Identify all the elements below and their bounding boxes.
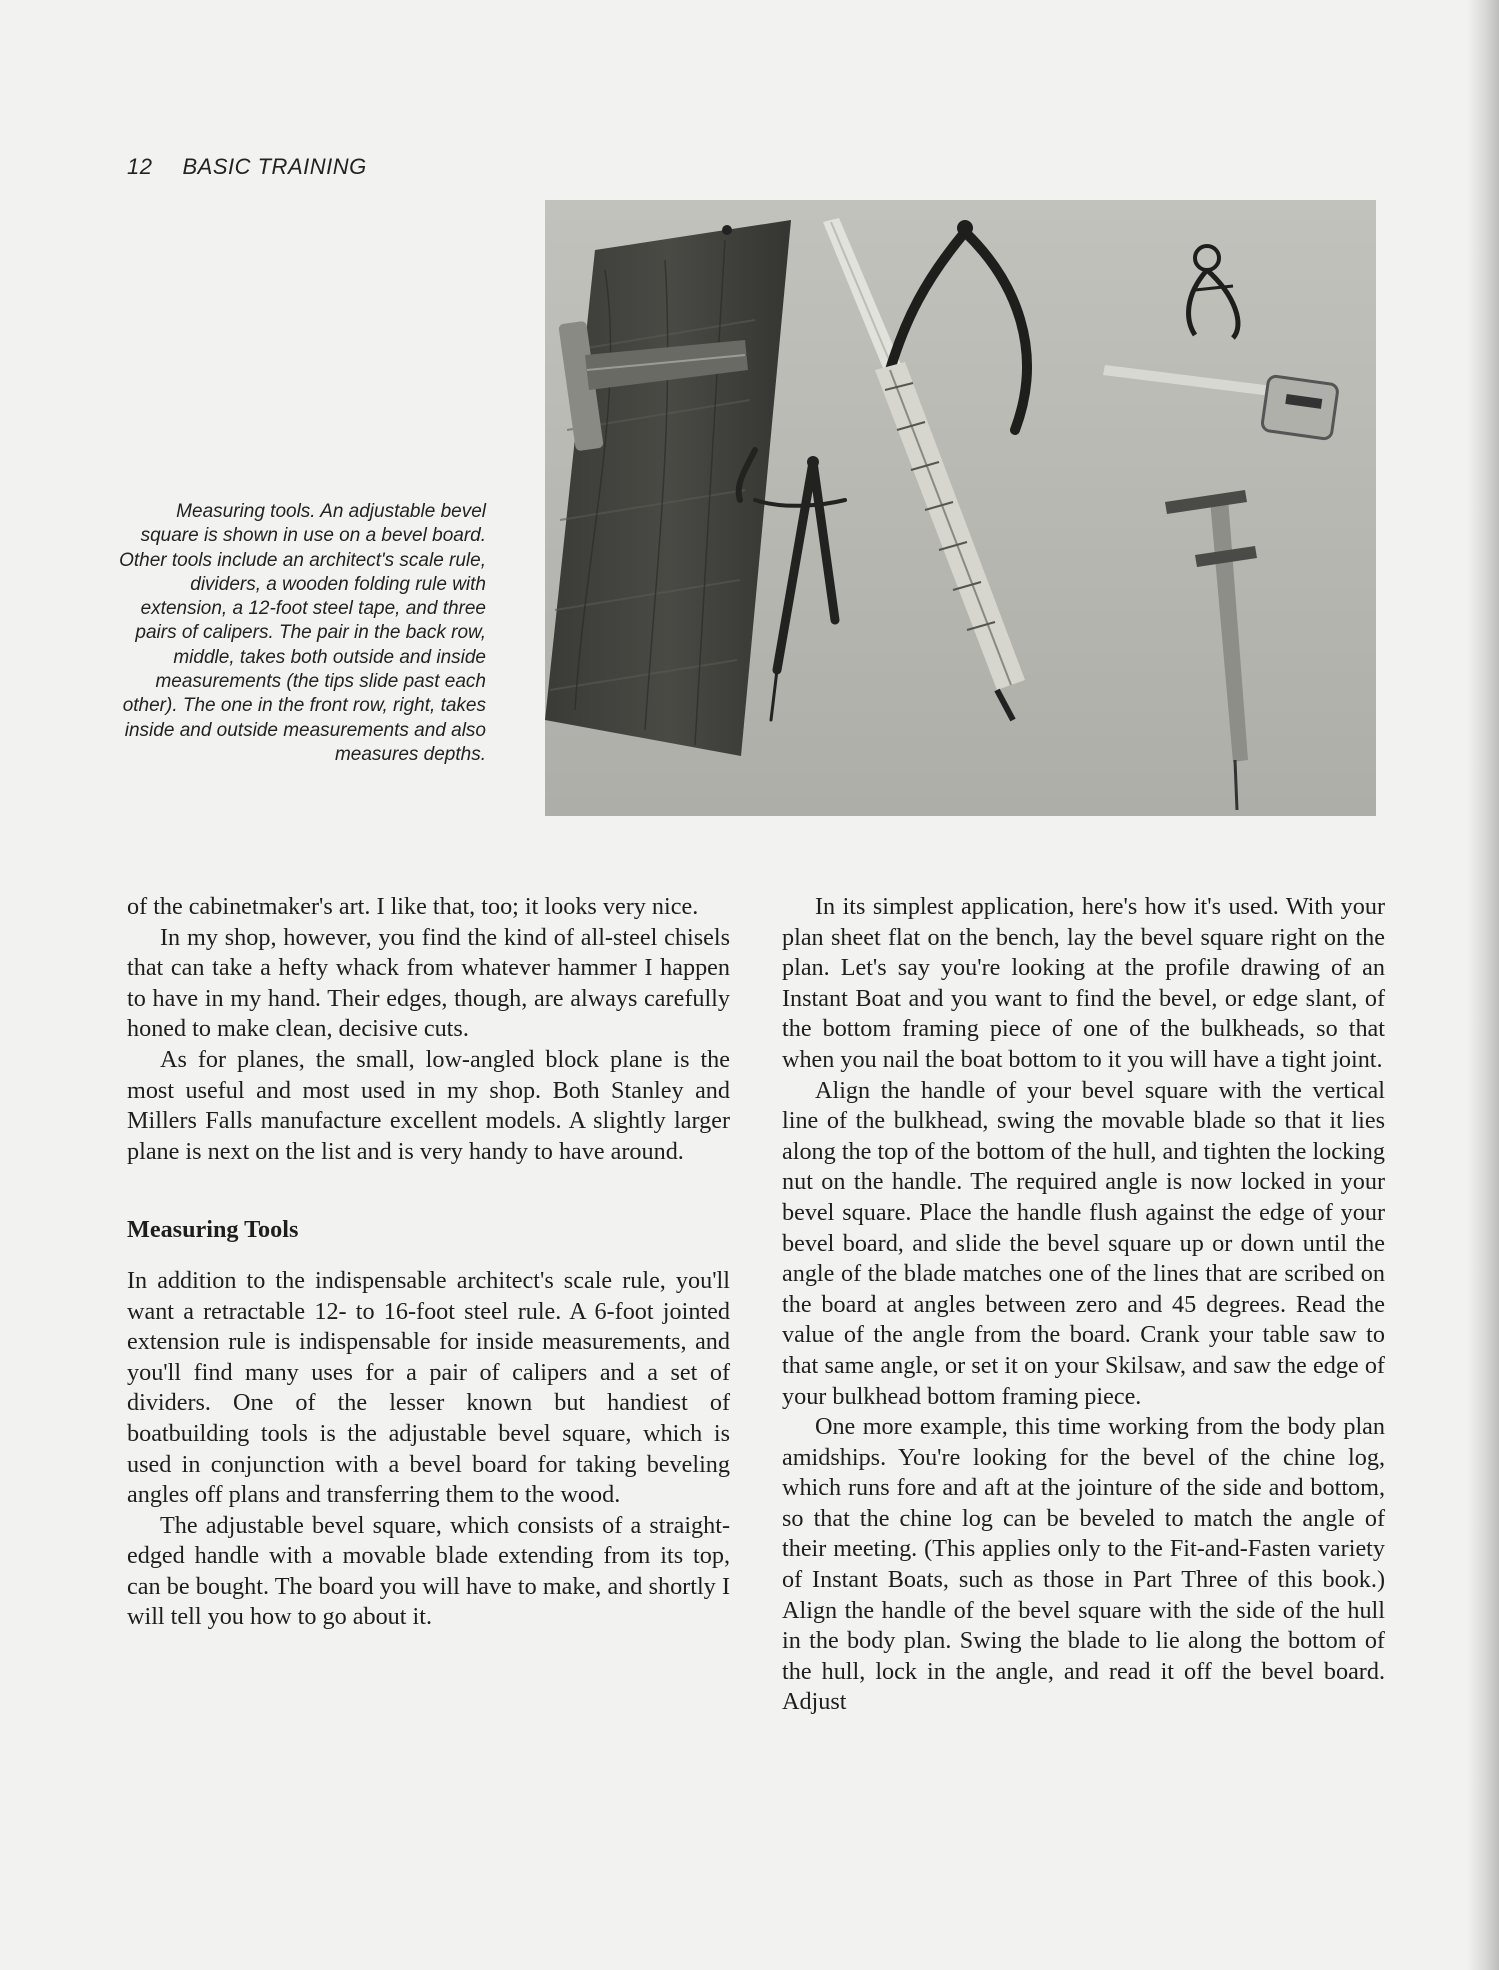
paragraph: The adjustable bevel square, which consists of a straight-edged handle with a movable blade extending from its top, can be bought. The board you will have to make, and shortly I will tell you how to go about it.	[127, 1511, 730, 1631]
running-head	[127, 154, 367, 180]
left-column	[127, 892, 730, 1633]
paragraph: In my shop, however, you find the kind of all-steel chisels that can take a hefty whack from whatever hammer I happen to have in my hand. Their edges, though, are always carefully honed to make clean, decisive cuts.	[127, 923, 730, 1043]
paragraph: In its simplest application, here's how it's used. With your plan sheet flat on the bench, lay the bevel square right on the plan. Let's say you're looking at the profile drawing of an Instant Boat and you want to find the bevel, or edge slant, of the bottom framing piece of one of the bulkheads, so that when you nail the boat bottom to it you will have a tight joint.	[782, 893, 1385, 1073]
paragraph: Align the handle of your bevel square with the vertical line of the bulkhead, swing the movable blade so that it lies along the top of the bottom of the hull, and tighten the locking nut on the handle. The required angle is now locked in your bevel square. Place the handle flush against the edge of your bevel board, and slide the bevel square up or down until the angle of the blade matches one of the lines that are scribed on the board at angles between zero and 45 degrees. Read the value of the angle from the board. Crank your table saw to that same angle, or set it on your Skilsaw, and saw the edge of your bulkhead bottom framing piece.	[782, 1076, 1385, 1410]
paragraph: One more example, this time working from the body plan amidships. You're looking for the bevel of the chine log, which runs fore and aft at the jointure of the side and bottom, so that the chine log can be beveled to match the angle of their meeting. (This applies only to the Fit-and-Fasten variety of Instant Boats, such as those in Part Three of this book.) Align the handle of the bevel square with the side of the hull in the body plan. Swing the blade to lie along the bottom of the hull, lock in the angle, and read it off the bevel board. Adjust	[782, 1413, 1385, 1716]
measuring-tools-photo	[545, 200, 1376, 816]
paragraph: As for planes, the small, low-angled block plane is the most useful and most used in my shop. Both Stanley and Millers Falls manufacture excellent models. A slightly larger plane is next on the list and is very handy to have around.	[127, 1045, 730, 1165]
page-number: 12	[127, 154, 153, 179]
section-heading: Measuring Tools	[127, 1216, 299, 1244]
paragraph: of the cabinetmaker's art. I like that, too; it looks very nice.	[127, 893, 699, 920]
right-column	[782, 892, 1385, 1718]
page-edge-shadow	[1467, 0, 1499, 1970]
figure-caption: Measuring tools. An adjustable bevel square is shown in use on a bevel board. Other tools include an architect's scale rule, dividers, a wooden folding rule with extension, a 12-foot steel tape, and three pairs of calipers. The pair in the back row, middle, takes both outside and inside measurements (the tips slide past each other). The one in the front row, right, takes inside and outside measurements and also measures depths.	[119, 501, 486, 765]
paragraph: In addition to the indispensable architect's scale rule, you'll want a retractable 12- to 16-foot steel rule. A 6-foot jointed extension rule is indispensable for inside measurements, and you'll find many uses for a pair of calipers and a set of dividers. One of the lesser known but handiest of boatbuilding tools is the adjustable bevel square, which is used in conjunction with a bevel board for taking beveling angles off plans and transferring them to the wood.	[127, 1266, 730, 1509]
section-title: BASIC TRAINING	[182, 154, 367, 179]
